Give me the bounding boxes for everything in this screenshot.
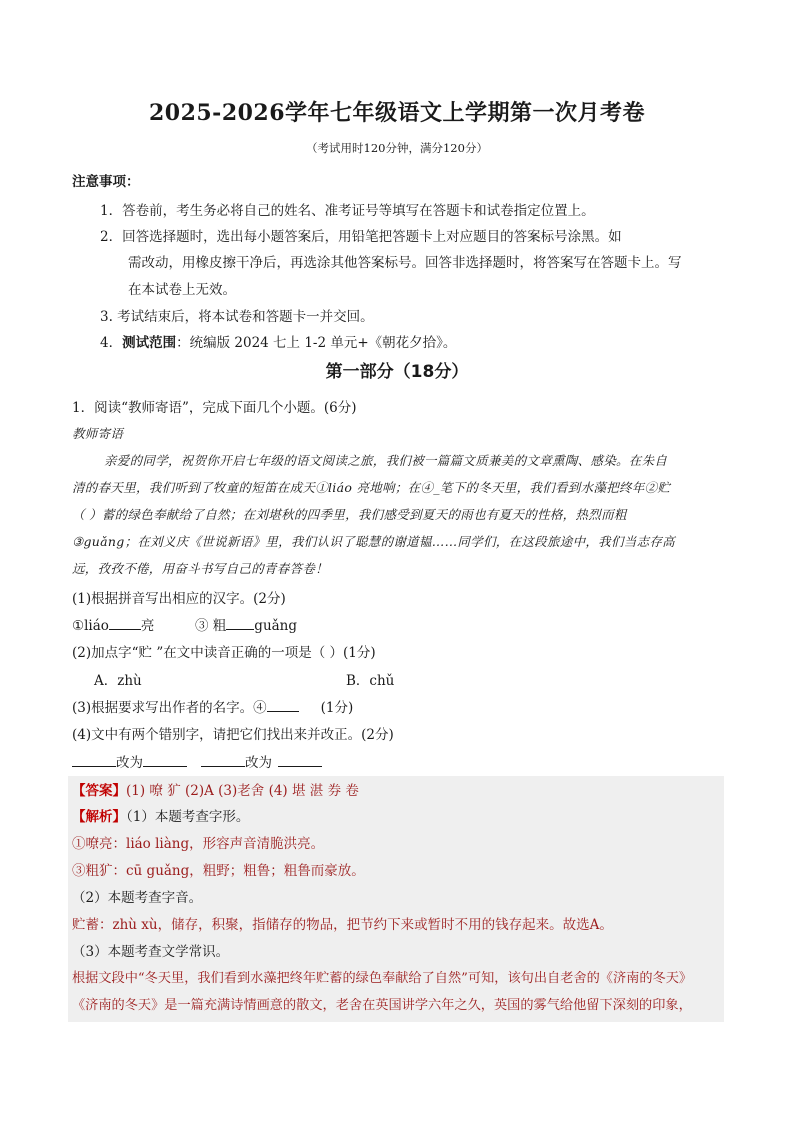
analysis-laoshe-2: 《济南的冬天》是一篇充满诗情画意的散文，老舍在英国讲学六年之久，英国的雾气给他留下深刻的印象， <box>72 998 692 1013</box>
analysis-laoshe-1: 根据文段中“冬天里，我们看到水藻把终年贮蓄的绿色奉献给了自然”可知，该句出自老舍的《济南的冬天》 <box>72 971 693 986</box>
answer-label: 【答案】 <box>72 783 126 799</box>
answer-blank[interactable] <box>226 616 254 630</box>
answer-content: (1) 嘹 犷 (2)A (3)老舍 (4) 堪 湛 券 卷 <box>126 783 359 799</box>
analysis-1: （1）本题考查字形。 <box>126 809 250 825</box>
change-to-label-1: 改为 <box>116 755 143 771</box>
letter-heading: 教师寄语 <box>72 426 124 441</box>
test-scope-text: ：统编版 2024 七上 1-2 单元+《朝花夕拾》。 <box>176 335 457 351</box>
option-a: A．zhù <box>94 673 142 689</box>
notice-item-2-line-1: 2．回答选择题时，选出每小题答案后，用铅笔把答题卡上对应题目的答案标号涂黑。如 <box>100 229 622 245</box>
sub-question-1-item-b <box>195 614 297 634</box>
letter-line-3: （ ）蓄的绿色奉献给了自然；在刘堪秋的四季里，我们感受到夏天的雨也有夏天的性格，热烈而粗 <box>72 507 627 522</box>
notice-item-2-line-2: 需改动，用橡皮擦干净后，再选涂其他答案标号。回答非选择题时，将答案写在答题卡上。写 <box>128 255 682 271</box>
notice-item-1: 1．答卷前，考生务必将自己的姓名、准考证号等填写在答题卡和试卷指定位置上。 <box>100 203 595 219</box>
page-title: 2025-2026学年七年级语文上学期第一次月考卷 <box>148 100 646 126</box>
answer-row <box>72 779 359 799</box>
letter-line-5: 远，孜孜不倦，用奋斗书写自己的青春答卷！ <box>72 561 329 576</box>
letter-line-2: 清的春天里，我们听到了牧童的短笛在成天①liáo 亮地响；在④_笔下的冬天里，我们看到水藻把终年②贮 <box>72 480 671 495</box>
sub-question-3-text: (3)根据要求写出作者的名字。④ <box>72 700 267 716</box>
analysis-label: 【解析】 <box>72 809 126 825</box>
question-1-stem: 1．阅读“教师寄语”，完成下面几个小题。(6分) <box>72 400 357 416</box>
test-scope-label: 测试范围 <box>122 335 177 351</box>
sub-question-3 <box>72 696 353 716</box>
pinyin-guang: guǎng <box>254 618 298 634</box>
analysis-liaoliang: ①嘹亮：liáo liàng，形容声音清脆洪亮。 <box>72 836 325 852</box>
sub-question-1: (1)根据拼音写出相应的汉字。(2分) <box>72 591 286 607</box>
sub-question-1-item-a <box>72 614 154 634</box>
char-liang: 亮 <box>140 618 155 634</box>
notice-item-3: 3. 考试结束后，将本试卷和答题卡一并交回。 <box>100 309 374 325</box>
notice-item-4-prefix: 4． <box>100 335 123 351</box>
correct-char-blank-1[interactable] <box>143 753 187 767</box>
notice-item-2-line-3: 在本试卷上无效。 <box>128 282 236 298</box>
analysis-3: （3）本题考查文学常识。 <box>72 944 230 960</box>
sub-question-2: (2)加点字“贮 ”在文中读音正确的一项是（ ）(1分) <box>72 645 376 661</box>
letter-line-1: 亲爱的同学，祝贺你开启七年级的语文阅读之旅，我们被一篇篇文质兼美的文章熏陶、感染。在朱自 <box>104 453 668 468</box>
analysis-row <box>72 805 249 825</box>
sub-question-3-score: (1分) <box>320 700 354 716</box>
correct-char-blank-2[interactable] <box>278 753 322 767</box>
sub-question-4: (4)文中有两个错别字，请把它们找出来并改正。(2分) <box>72 727 394 743</box>
section-title: 第一部分（18分） <box>325 362 469 382</box>
letter-line-4: ③guǎng；在刘义庆《世说新语》里，我们认识了聪慧的谢道韫……同学们，在这段旅途中，我们当志存高 <box>72 534 675 549</box>
char-cu: ③ 粗 <box>195 618 227 634</box>
analysis-cuguang: ③粗犷：cū guǎng，粗野；粗鲁；粗鲁而豪放。 <box>72 863 365 879</box>
notice-heading: 注意事项： <box>72 174 140 190</box>
notice-item-4 <box>100 331 456 351</box>
pinyin-liao: ①liáo <box>72 618 109 634</box>
answer-blank[interactable] <box>109 616 141 630</box>
author-blank[interactable] <box>267 698 299 712</box>
option-b: B．chǔ <box>346 673 395 689</box>
wrong-char-blank-2[interactable] <box>201 753 245 767</box>
correction-row <box>72 751 322 771</box>
analysis-zhuxu: 贮蓄：zhù xù，储存，积聚，指储存的物品，把节约下来或暂时不用的钱存起来。故选A。 <box>72 917 613 933</box>
analysis-2: （2）本题考查字音。 <box>72 890 203 906</box>
exam-duration-note: （考试用时120分钟，满分120分） <box>306 141 488 155</box>
wrong-char-blank-1[interactable] <box>72 753 116 767</box>
change-to-label-2: 改为 <box>245 755 272 771</box>
